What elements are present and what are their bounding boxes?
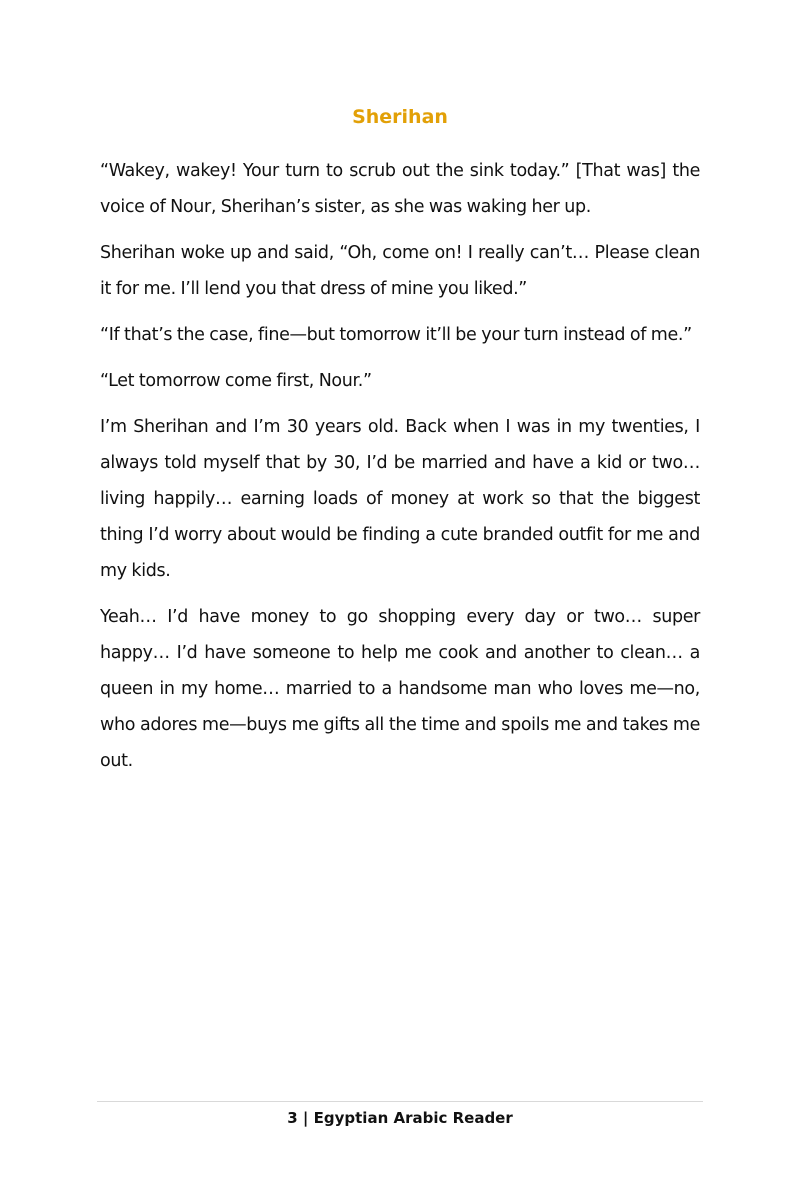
page-number: 3 [287, 1109, 298, 1127]
page-footer [0, 1107, 800, 1129]
book-title: Egyptian Arabic Reader [313, 1109, 513, 1127]
footer-divider [97, 1101, 703, 1102]
footer-separator: | [302, 1109, 309, 1127]
paragraph-4: “Let tomorrow come first, Nour.” [100, 371, 372, 391]
paragraph-1: “Wakey, wakey! Your turn to scrub out the sink today.” [That was] the voice of Nour, Sherihan’s sister, as she was waking her up. [100, 161, 700, 217]
paragraph-6: Yeah… I’d have money to go shopping every day or two… super happy… I’d have someone to help me cook and another to clean… a queen in my home… married to a handsome man who loves me—no, who adores me—buys me gifts all the time and spoils me and takes me out. [100, 607, 700, 771]
body-text [100, 153, 700, 789]
paragraph-3: “If that’s the case, fine—but tomorrow it’ll be your turn instead of me.” [100, 325, 692, 345]
paragraph-2: Sherihan woke up and said, “Oh, come on! I really can’t… Please clean it for me. I’ll lend you that dress of mine you liked.” [100, 243, 700, 299]
chapter-title: Sherihan [352, 106, 448, 128]
paragraph-5: I’m Sherihan and I’m 30 years old. Back when I was in my twenties, I always told myself that by 30, I’d be married and have a kid or two… living happily… earning loads of money at work so that the biggest thing I’d worry about would be finding a cute branded outfit for me and my kids. [100, 417, 700, 581]
